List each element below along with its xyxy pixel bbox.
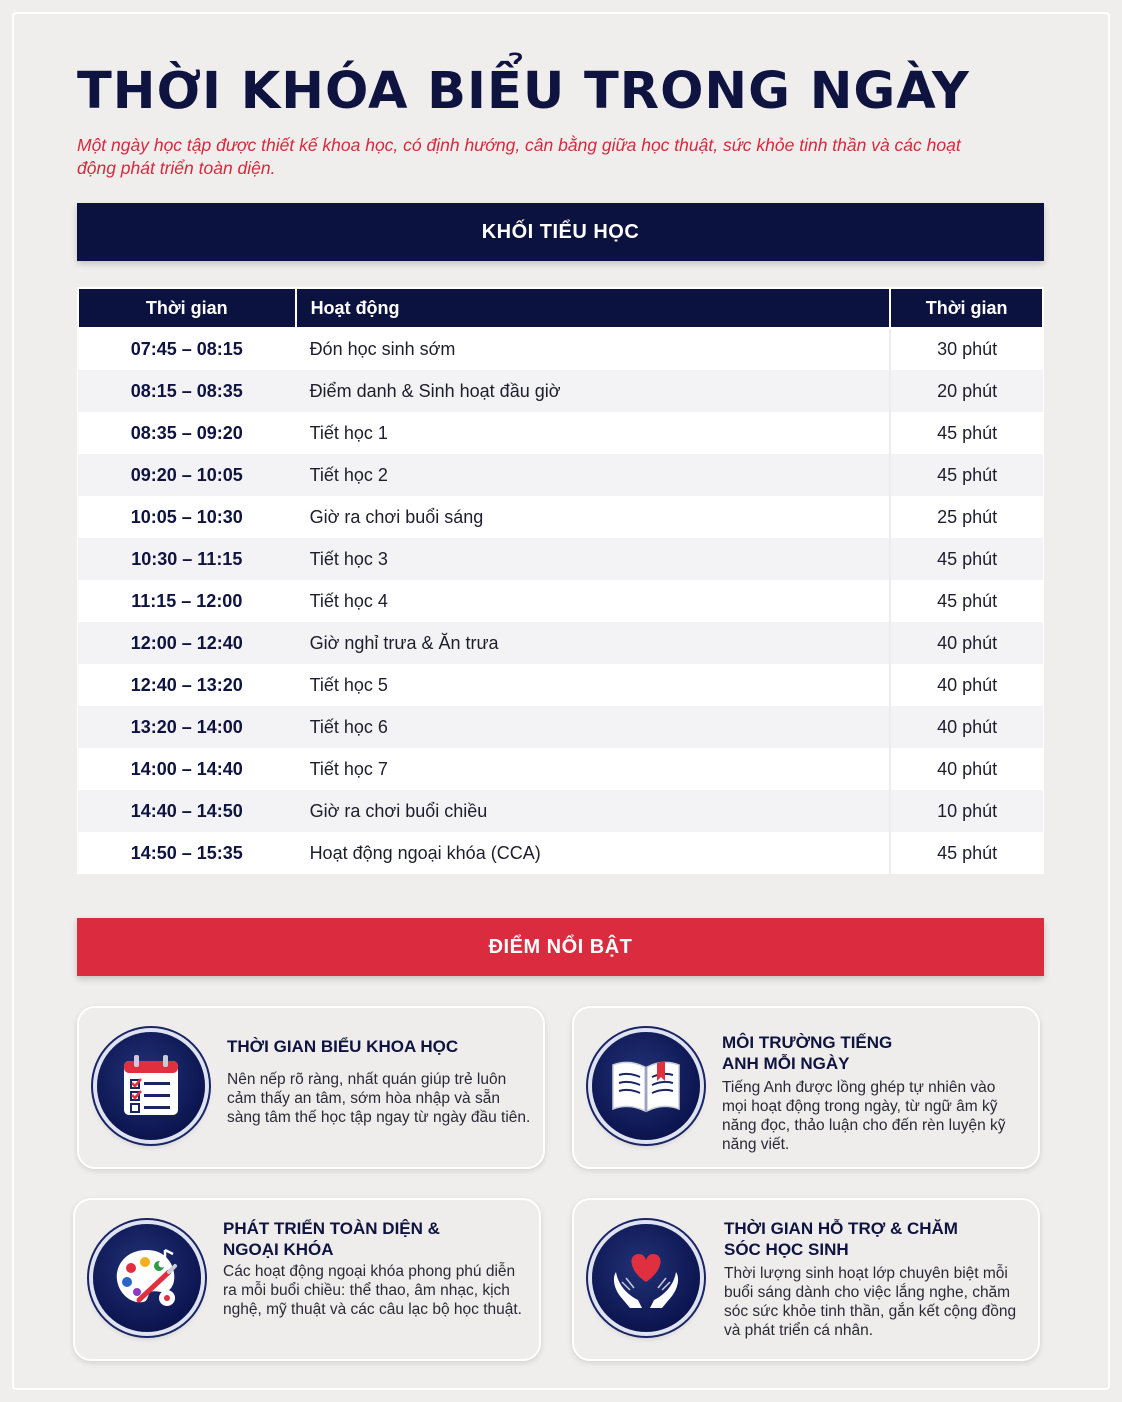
- calendar-checklist-icon: [97, 1032, 205, 1140]
- section-banner-primary-label: KHỐI TIỂU HỌC: [481, 220, 640, 243]
- table-row: [78, 790, 1043, 832]
- section-banner-highlights: [77, 918, 1044, 976]
- header-activity: Hoạt động: [296, 288, 891, 328]
- row-activity: Tiết học 2: [296, 454, 891, 496]
- row-duration: 25 phút: [937, 506, 998, 527]
- row-activity: Hoạt động ngoại khóa (CCA): [296, 832, 891, 874]
- page-subtitle: Một ngày học tập được thiết kế khoa học, có định hướng, cân bằng giữa học thuật, sức khỏe tinh thần và các hoạt động phát triển toàn diện.: [77, 135, 961, 178]
- table-row: [78, 328, 1043, 370]
- highlight-card-schedule: [77, 1006, 545, 1169]
- highlight-description: Thời lượng sinh hoạt lớp chuyên biệt mỗi buổi sáng dành cho việc lắng nghe, chăm sóc sức khỏe tinh thần, gắn kết cộng đồng và phát triển cá nhân.: [724, 1265, 1017, 1339]
- table-row: [78, 370, 1043, 412]
- table-row: [78, 622, 1043, 664]
- row-time: 08:35 – 09:20: [130, 422, 243, 443]
- table-row: [78, 454, 1043, 496]
- page-title: THỜI KHÓA BIỂU TRONG NGÀY: [77, 62, 970, 121]
- row-activity: Tiết học 6: [296, 706, 891, 748]
- table-row: [78, 580, 1043, 622]
- highlight-title: MÔI TRƯỜNG TIẾNG ANH MỖI NGÀY: [722, 1033, 893, 1073]
- row-activity: Tiết học 5: [296, 664, 891, 706]
- header-time: Thời gian: [78, 288, 296, 328]
- row-time: 10:30 – 11:15: [78, 538, 296, 580]
- row-activity: Tiết học 4: [296, 580, 891, 622]
- highlight-description: Tiếng Anh được lồng ghép tự nhiên vào mọi hoạt động trong ngày, từ ngữ âm kỹ năng đọc, thảo luận cho đến rèn luyện kỹ năng viết.: [722, 1079, 1006, 1153]
- highlight-description: Nên nếp rõ ràng, nhất quán giúp trẻ luôn cảm thấy an tâm, sớm hòa nhập và sẵn sàng tâm thế học tập ngay từ ngày đầu tiên.: [227, 1071, 531, 1126]
- open-book-icon: [592, 1032, 700, 1140]
- row-duration: 45 phút: [937, 842, 998, 863]
- row-time: 08:15 – 08:35: [78, 370, 296, 412]
- highlight-title: PHÁT TRIỂN TOÀN DIỆN & NGOẠI KHÓA: [223, 1219, 440, 1259]
- row-duration: 30 phút: [937, 339, 998, 359]
- row-activity: Tiết học 1: [296, 412, 891, 454]
- row-duration: 40 phút: [937, 674, 998, 695]
- row-activity: Giờ nghỉ trưa & Ăn trưa: [296, 622, 891, 664]
- highlight-title: THỜI GIAN HỖ TRỢ & CHĂM SÓC HỌC SINH: [724, 1219, 958, 1259]
- row-duration: 45 phút: [937, 422, 998, 443]
- row-time: 12:00 – 12:40: [78, 622, 296, 664]
- header-duration: Thời gian: [890, 288, 1043, 328]
- row-time: 12:40 – 13:20: [130, 674, 243, 695]
- row-activity: Đón học sinh sớm: [296, 328, 891, 370]
- row-duration: 10 phút: [890, 790, 1043, 832]
- row-activity: Tiết học 3: [296, 538, 891, 580]
- row-activity: Điểm danh & Sinh hoạt đầu giờ: [296, 370, 891, 412]
- row-duration: 40 phút: [890, 622, 1043, 664]
- row-duration: 40 phút: [937, 758, 998, 779]
- row-duration: 45 phút: [890, 538, 1043, 580]
- row-time: 09:20 – 10:05: [78, 454, 296, 496]
- highlight-card-extracurricular: [73, 1198, 541, 1361]
- table-row: [78, 538, 1043, 580]
- table-row: [78, 748, 1043, 790]
- row-time: 14:50 – 15:35: [130, 842, 243, 863]
- row-duration: 45 phút: [890, 454, 1043, 496]
- row-duration: 45 phút: [937, 590, 998, 611]
- table-row: [78, 496, 1043, 538]
- row-time: 10:05 – 10:30: [130, 506, 243, 527]
- table-row: [78, 832, 1043, 874]
- table-row: [78, 412, 1043, 454]
- row-activity: Giờ ra chơi buổi chiều: [296, 790, 891, 832]
- schedule-header-row: [78, 288, 1043, 328]
- row-time: 07:45 – 08:15: [130, 339, 243, 359]
- row-duration: 20 phút: [890, 370, 1043, 412]
- section-banner-highlights-label: ĐIỂM NỔI BẬT: [488, 935, 633, 958]
- table-row: [78, 664, 1043, 706]
- row-activity: Tiết học 7: [296, 748, 891, 790]
- table-row: [78, 706, 1043, 748]
- section-banner-primary: [77, 203, 1044, 261]
- highlight-card-english: [572, 1006, 1040, 1169]
- row-time: 14:00 – 14:40: [130, 758, 243, 779]
- row-time: 11:15 – 12:00: [131, 590, 243, 611]
- row-time: 14:40 – 14:50: [78, 790, 296, 832]
- heart-hands-icon: [592, 1224, 700, 1332]
- highlight-card-student-care: [572, 1198, 1040, 1361]
- highlight-title: THỜI GIAN BIỂU KHOA HỌC: [227, 1037, 459, 1056]
- row-duration: 40 phút: [890, 706, 1043, 748]
- row-activity: Giờ ra chơi buổi sáng: [296, 496, 891, 538]
- art-palette-icon: [93, 1224, 201, 1332]
- schedule-table: [77, 287, 1044, 874]
- highlight-description: Các hoạt động ngoại khóa phong phú diễn ra mỗi buổi chiều: thể thao, âm nhạc, kịch nghệ, mỹ thuật và các câu lạc bộ học thuật.: [223, 1263, 522, 1318]
- row-time: 13:20 – 14:00: [78, 706, 296, 748]
